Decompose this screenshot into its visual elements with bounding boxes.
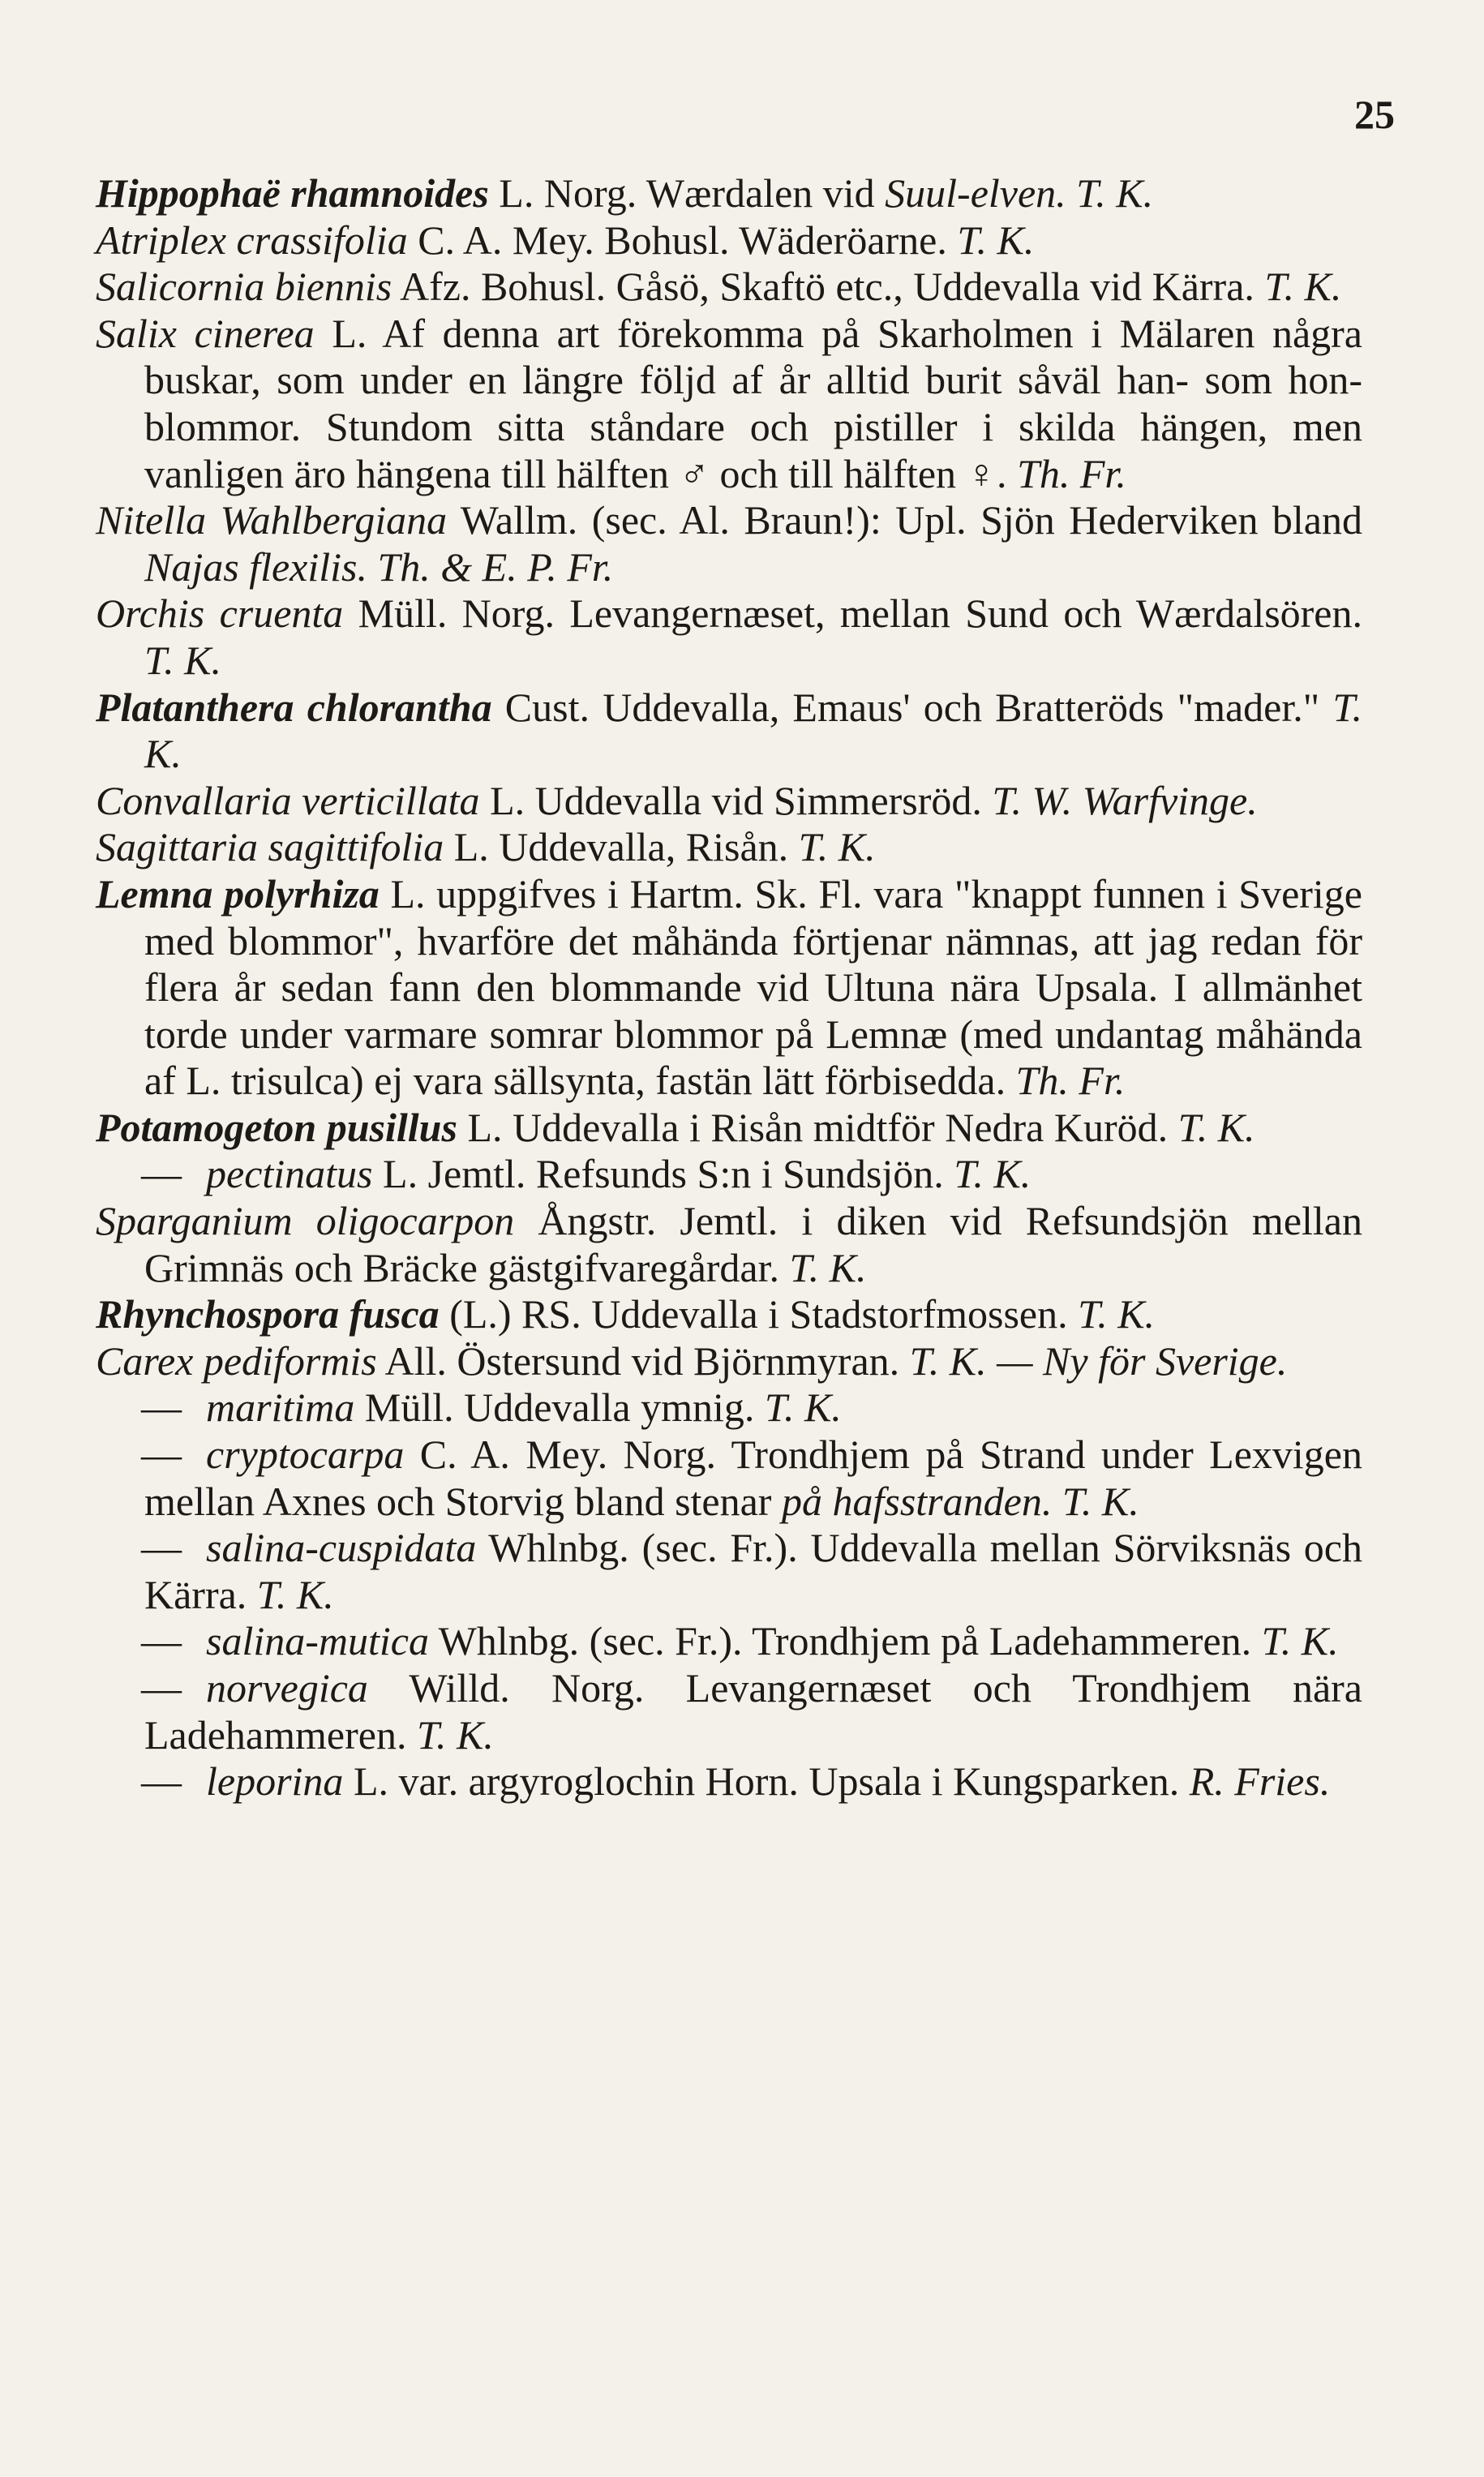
entry-text: L. Uddevalla vid Simmersröd. [479,777,993,823]
ditto-dash: — [141,1525,182,1571]
entry-attribution: T. K. [416,1711,494,1758]
list-item [96,1198,1362,1291]
list-item [96,264,1362,311]
entry-text: Afz. Bohusl. Gåsö, Skaftö etc., Uddevalla vid Kärra. [392,264,1265,310]
list-item [96,871,1362,1105]
entry-attribution: T. K. [1177,1104,1255,1150]
ditto-dash: — [141,1384,182,1431]
entry-attribution: T. K. [798,824,876,870]
species-name: Salicornia biennis [96,264,392,310]
species-name: norvegica [206,1665,368,1711]
list-item [96,1338,1362,1385]
entry-text: Cust. Uddevalla, Emaus' och Bratteröds "mader." [491,684,1333,730]
entry-text: All. Östersund vid Björnmyran. [376,1337,910,1384]
entry-attribution: på hafsstranden. T. K. [781,1478,1139,1524]
list-item [96,1525,1362,1618]
list-item [96,1618,1362,1665]
entry-attribution: T. K. [954,1151,1032,1197]
entry-text: Willd. Norg. Levangernæset och Trondhjem nära Ladehammeren. [144,1665,1362,1758]
entry-attribution: R. Fries. [1189,1758,1331,1805]
entry-attribution: Th. Fr. [1017,450,1126,496]
list-item [96,1384,1362,1432]
entry-text: L. Jemtl. Refsunds S:n i Sundsjön. [372,1151,954,1197]
list-item [96,1758,1362,1805]
entry-attribution: T. K. [1261,1618,1339,1664]
entry-attribution: Suul-elven. T. K. [885,170,1154,216]
entry-text: (L.) RS. Uddevalla i Stadstorfmossen. [439,1291,1079,1337]
entry-attribution: T. K. [1078,1291,1156,1337]
species-name: Atriplex crassifolia [96,217,408,263]
species-name: Hippophaë rhamnoides [96,170,489,216]
species-name: Salix cinerea [96,310,315,356]
list-item [96,1291,1362,1338]
species-list [96,170,1362,1805]
list-item [96,1151,1362,1198]
ditto-dash: — [141,1618,182,1664]
entry-attribution: T. K. [957,217,1035,263]
entry-attribution: T. K. [256,1571,334,1617]
entry-attribution: Th. Fr. [1015,1058,1126,1104]
entry-text: C. A. Mey. Norg. Trondhjem på Strand under Lexvigen mellan Axnes och Storvig bland stenar [144,1432,1362,1524]
entry-attribution: T. K. [144,637,221,683]
entry-text: Whlnbg. (sec. Fr.). Trondhjem på Ladehammeren. [428,1618,1262,1664]
entry-text: L. Norg. Wærdalen vid [488,170,886,216]
species-name: Convallaria verticillata [96,777,480,823]
entry-attribution: Najas flexilis. Th. & E. P. Fr. [144,543,614,590]
list-item [96,824,1362,871]
ditto-dash: — [141,1758,182,1805]
list-item [96,685,1362,778]
list-item [96,590,1362,684]
entry-text: Müll. Norg. Levangernæset, mellan Sund och Wærdalsören. [343,590,1362,637]
entry-attribution: T. W. Warfvinge. [992,777,1258,823]
species-name: pectinatus [206,1151,373,1197]
species-name: Carex pediformis [96,1337,377,1384]
list-item [96,1105,1362,1152]
entry-text: L. Uddevalla, Risån. [444,824,799,870]
list-item [96,1432,1362,1525]
species-name: Platanthera chlorantha [96,684,492,730]
list-item [96,1665,1362,1758]
list-item [96,217,1362,264]
entry-text: Wallm. (sec. Al. Braun!): Upl. Sjön Hederviken bland [447,497,1362,543]
entry-text: L. Af denna art förekomma på Skarholmen i Mälaren några buskar, som under en längre följd af år alltid burit såväl han- som hon-blommor. Stundom sitta ståndare och pistiller i skilda hängen, men vanligen äro hängena till hälften ♂ och till hälften ♀. [144,310,1363,496]
entry-attribution: T. K. [1264,264,1342,310]
list-item [96,778,1362,825]
ditto-dash: — [141,1432,182,1478]
species-name: Nitella Wahlbergiana [96,497,448,543]
species-name: Rhynchospora fusca [96,1291,440,1337]
species-name: Potamogeton pusillus [96,1104,457,1150]
species-name: leporina [206,1758,344,1805]
entry-attribution: T. K. — Ny för Sverige. [909,1337,1288,1384]
entry-text: L. Uddevalla i Risån midtför Nedra Kuröd. [457,1104,1178,1150]
entry-attribution: T. K. [764,1384,842,1431]
ditto-dash: — [141,1151,182,1197]
species-name: Orchis cruenta [96,590,344,637]
species-name: maritima [206,1384,355,1431]
species-name: cryptocarpa [206,1432,405,1478]
entry-attribution: T. K. [789,1244,867,1290]
entry-text: L. uppgifves i Hartm. Sk. Fl. vara "knappt funnen i Sverige med blommor", hvarföre det måhända förtjenar nämnas, att jag redan för flera år sedan fann den blommande vid Ultuna nära Upsala. I allmänhet torde under varmare somrar blommor på Lemnæ (med undantag måhända af L. trisulca) ej vara sällsynta, fastän lätt förbisedda. [144,870,1362,1104]
entry-text: Müll. Uddevalla ymnig. [354,1384,765,1431]
species-name: salina-mutica [206,1618,429,1664]
list-item [96,311,1362,497]
species-name: Lemna polyrhiza [96,870,380,917]
entry-text: L. var. argyroglochin Horn. Upsala i Kungsparken. [343,1758,1190,1805]
entry-attribution: T. K. [144,684,1363,777]
species-name: Sagittaria sagittifolia [96,824,444,870]
list-item [96,497,1362,590]
page-number: 25 [1354,92,1395,137]
entry-text: C. A. Mey. Bohusl. Wäderöarne. [407,217,958,263]
species-name: salina-cuspidata [206,1525,477,1571]
list-item [96,170,1362,217]
species-name: Sparganium oligocarpon [96,1198,515,1244]
entry-text: Whlnbg. (sec. Fr.). Uddevalla mellan Sörviksnäs och Kärra. [144,1525,1362,1617]
ditto-dash: — [141,1665,182,1711]
entry-text: Ångstr. Jemtl. i diken vid Refsundsjön mellan Grimnäs och Bräcke gästgifvaregårdar. [144,1198,1362,1290]
